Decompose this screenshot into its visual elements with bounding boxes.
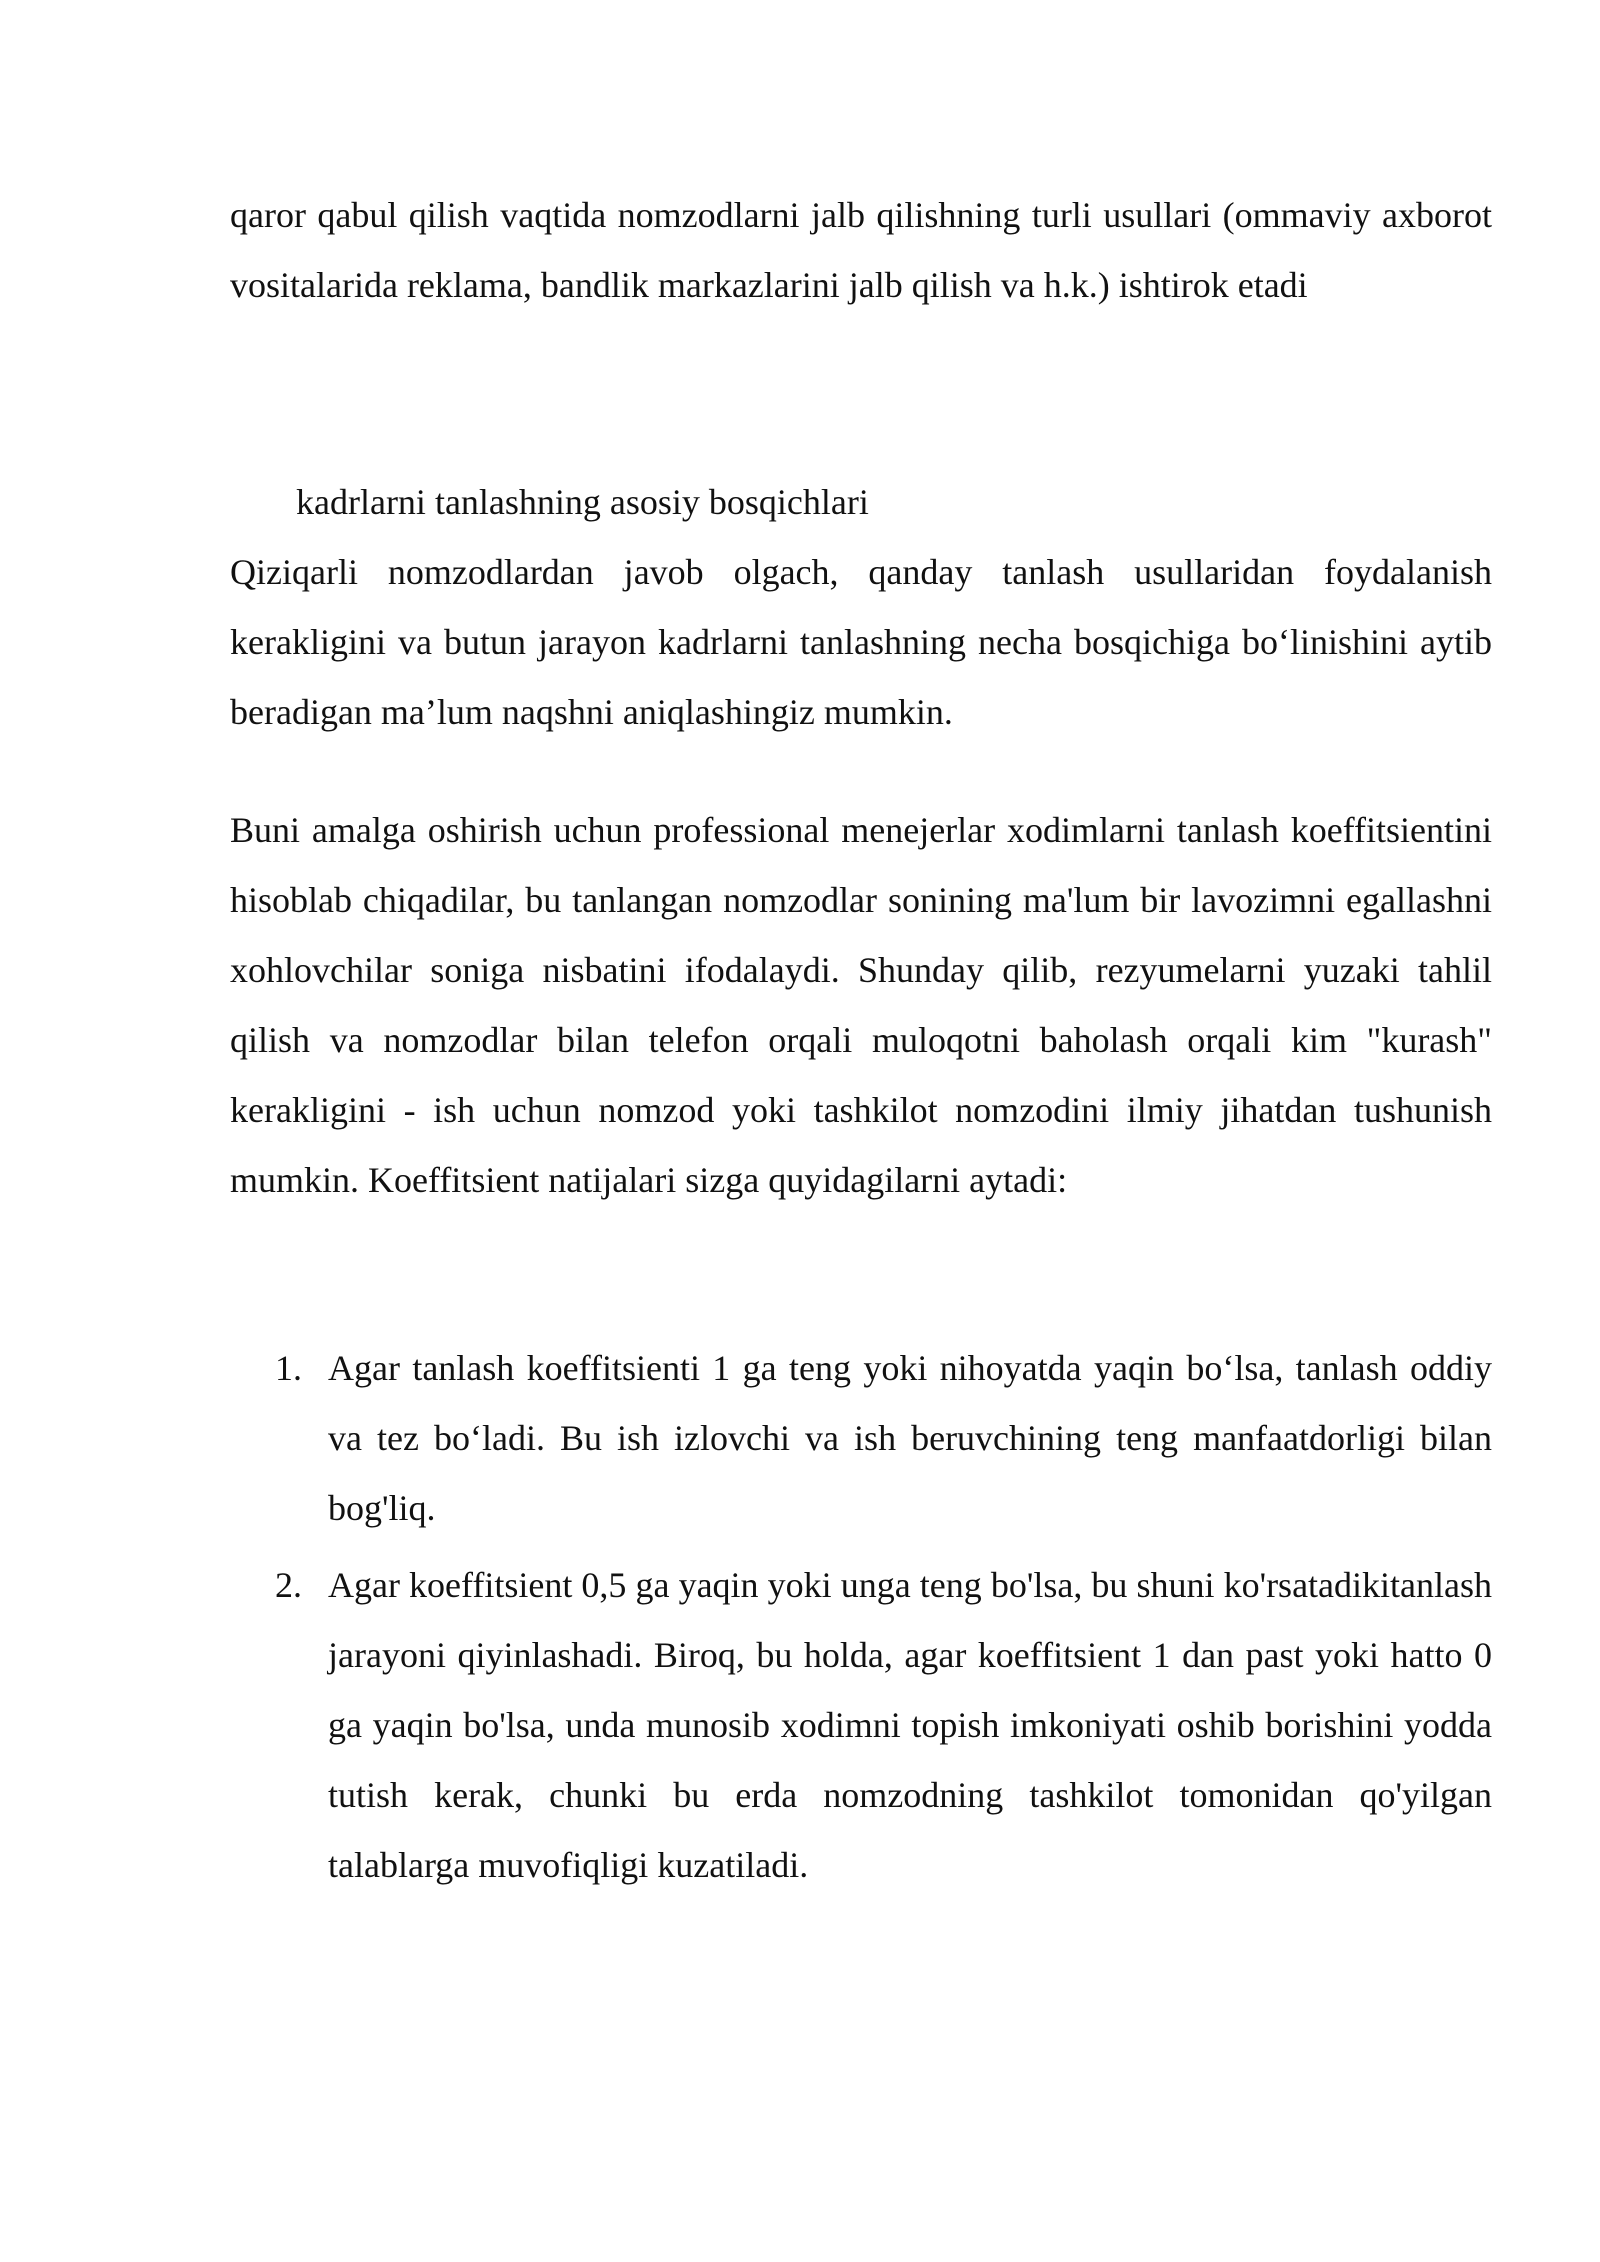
third-paragraph: Buni amalga oshirish uchun professional menejerlar xodimlarni tanlash koeffitsientini hisoblab chiqadilar, bu tanlangan nomzodlar sonining ma'lum bir lavozimni egallashni xohlovchilar soniga nisbatini ifodalaydi. Shunday qilib, rezyumelarni yuzaki tahlil qilish va nomzodlar bilan telefon orqali muloqotni baholash orqali kim "kurash" kerakligini - ish uchun nomzod yoki tashkilot nomzodini ilmiy jihatdan tushunish mumkin. Koeffitsient natijalari sizga quyidagilarni aytadi: [230, 810, 1492, 1200]
numbered-list-part-1 [230, 1333, 1492, 1543]
list-item-text: Agar tanlash koeffitsienti 1 ga teng yoki nihoyatda yaqin bo‘lsa, tanlash oddiy va tez bo‘ladi. Bu ish izlovchi va ish beruvchining teng manfaatdorligi bilan bog'liq. [328, 1348, 1492, 1528]
list-item-text: Agar koeffitsient 0,5 ga yaqin yoki unga teng bo'lsa, bu shuni ko'rsatadikitanlash jarayoni qiyinlashadi. Biroq, bu holda, agar koeffitsient 1 dan past yoki hatto 0 ga yaqin bo'lsa, unda munosib xodimni topish imkoniyati oshib borishini yodda tutish kerak, chunki bu erda nomzodning tashkilot tomonidan qo'yilgan talablarga muvofiqligi kuzatiladi. [328, 1565, 1492, 1885]
list-item-number: 1. [275, 1348, 302, 1388]
list-item-number: 2. [275, 1565, 302, 1605]
intro-paragraph: qaror qabul qilish vaqtida nomzodlarni jalb qilishning turli usullari (ommaviy axborot vositalarida reklama, bandlik markazlarini jalb qilish va h.k.) ishtirok etadi [230, 195, 1492, 305]
section-heading: kadrlarni tanlashning asosiy bosqichlari [296, 482, 869, 522]
list-item-2 [230, 1550, 1492, 1900]
numbered-list-part-2 [230, 1550, 1492, 1900]
second-paragraph: Qiziqarli nomzodlardan javob olgach, qanday tanlash usullaridan foydalanish kerakligini va butun jarayon kadrlarni tanlashning necha bosqichiga bo‘linishini aytib beradigan ma’lum naqshni aniqlashingiz mumkin. [230, 552, 1492, 732]
list-item-1 [230, 1333, 1492, 1543]
